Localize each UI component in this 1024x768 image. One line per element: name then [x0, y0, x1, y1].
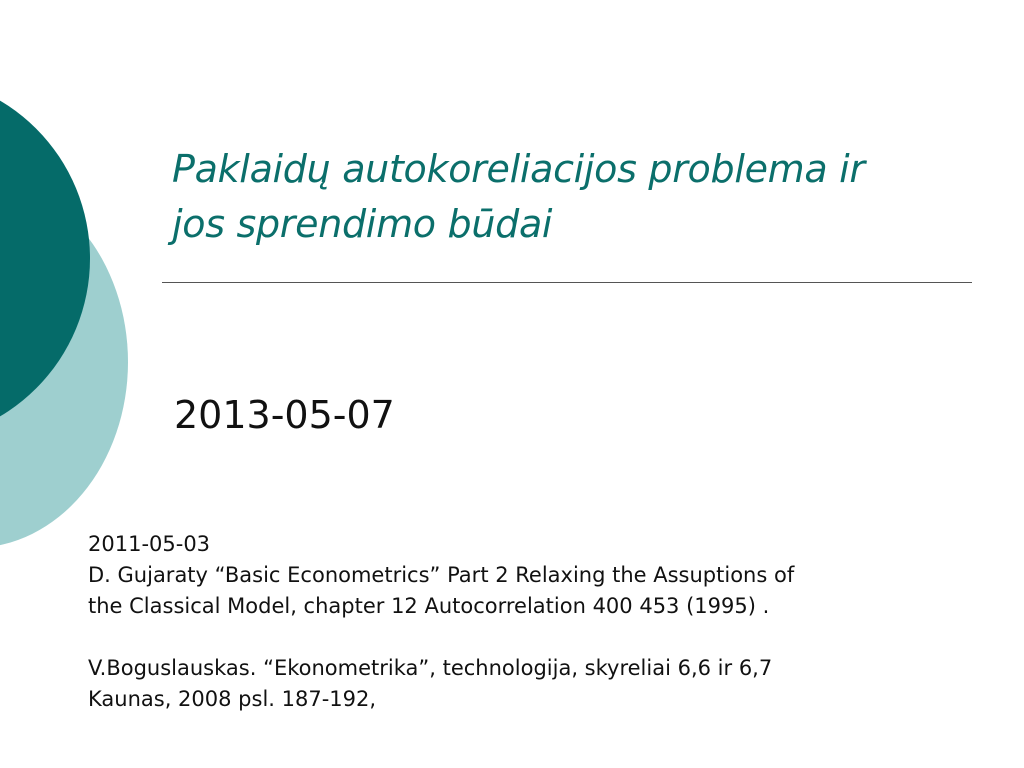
reference-line: Kaunas, 2008 psl. 187-192, — [88, 687, 377, 711]
reference-line: the Classical Model, chapter 12 Autocorrelation 400 453 (1995) . — [88, 594, 770, 618]
reference-line: V.Boguslauskas. “Ekonometrika”, technologija, skyreliai 6,6 ir 6,7 — [88, 656, 773, 680]
slide-title — [172, 142, 962, 252]
title-line-2: jos sprendimo būdai — [172, 202, 553, 246]
reference-line: 2011-05-03 — [88, 532, 211, 556]
slide-date: 2013-05-07 — [174, 393, 395, 437]
title-line-1: Paklaidų autokoreliacijos problema ir — [172, 147, 865, 191]
reference-line: D. Gujaraty “Basic Econometrics” Part 2 Relaxing the Assuptions of — [88, 563, 795, 587]
title-divider — [162, 282, 972, 283]
spacer — [88, 622, 998, 653]
references-block — [88, 529, 998, 715]
